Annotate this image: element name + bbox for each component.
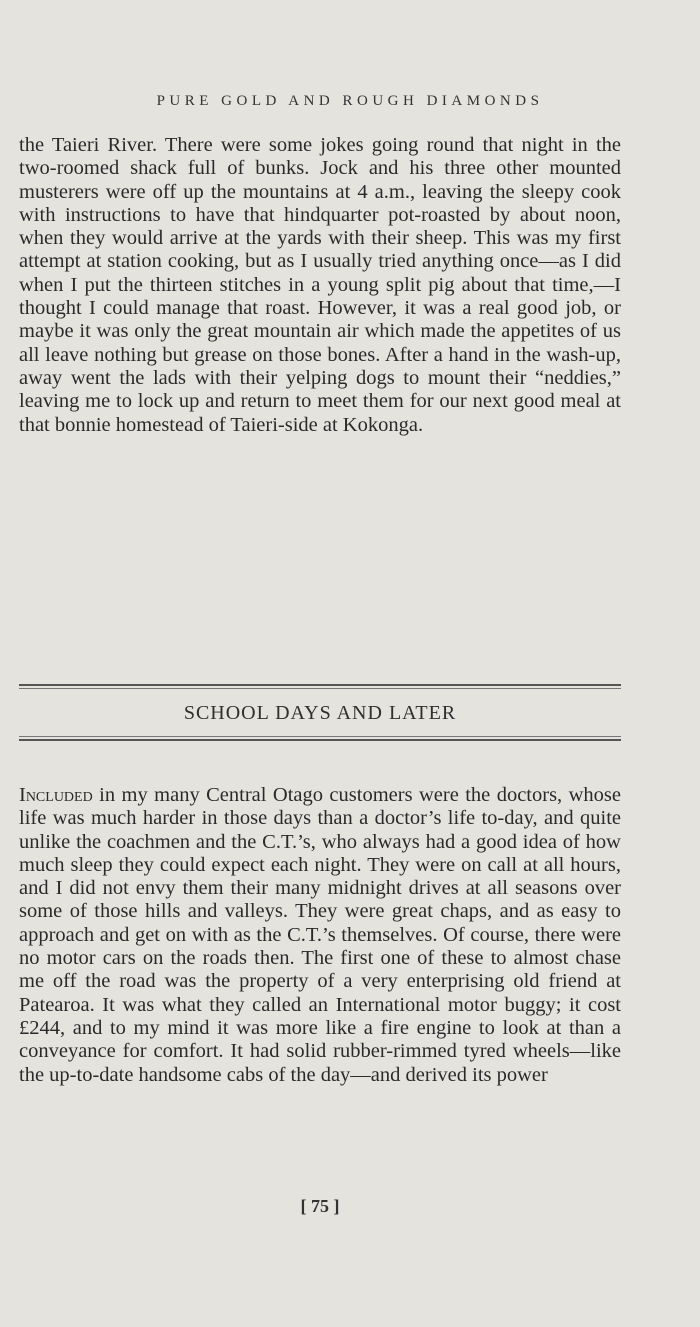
- paragraph-lead-word: Included: [19, 784, 93, 806]
- paragraph-body: in my many Central Otago customers were the doctors, whose life was much harder in those days than a doctor’s life to-day, and quite unlike the coachmen and the C.T.’s, who always had a good idea of how much sleep they could expect each night. They were on call at all hours, and I did not envy them their many midnight drives at all seasons over some of those hills and valleys. They were great chaps, and as easy to approach and get on with as the C.T.’s themselves. Of course, there were no motor cars on the roads then. The first one of these to almost chase me off the road was the property of a very enterprising old friend at Patearoa. It was what they called an International motor buggy; it cost £244, and to my mind it was more like a fire engine to look at than a conveyance for comfort. It had solid rubber-rimmed tyred wheels—like the up-to-date handsome cabs of the day—and derived its power: [19, 784, 621, 1086]
- section-heading: SCHOOL DAYS AND LATER: [183, 702, 457, 724]
- rule-thick: [19, 739, 621, 741]
- paragraph-continued: the Taieri River. There were some jokes going round that night in the two-roomed shack full of bunks. Jock and his three other mounted musterers were off up the mountains at 4 a.m., leaving the sleepy cook with instructions to have that hindquarter pot-roasted by about noon, when they would arrive at the yards with their sheep. This was my first attempt at station cooking, but as I usually tried anything once—as I did when I put the thirteen stitches in a young split pig about that time,—I thought I could manage that roast. However, it was a real good job, or maybe it was only the great mountain air which made the appetites of us all leave nothing but grease on those bones. After a hand in the wash-up, away went the lads with their yelping dogs to mount their “neddies,” leaving me to lock up and return to meet them for our next good meal at that bonnie homestead of Taieri-side at Kokonga.: [19, 134, 621, 436]
- section-paragraph: [19, 784, 621, 1087]
- heading-rule-bottom: [19, 736, 621, 741]
- rule-thin: [19, 736, 621, 737]
- page-number: [ 75 ]: [300, 1196, 340, 1216]
- rule-thin: [19, 688, 621, 689]
- rule-thick: [19, 684, 621, 686]
- running-head: PURE GOLD AND ROUGH DIAMONDS: [156, 93, 544, 109]
- heading-rule-top: [19, 684, 621, 689]
